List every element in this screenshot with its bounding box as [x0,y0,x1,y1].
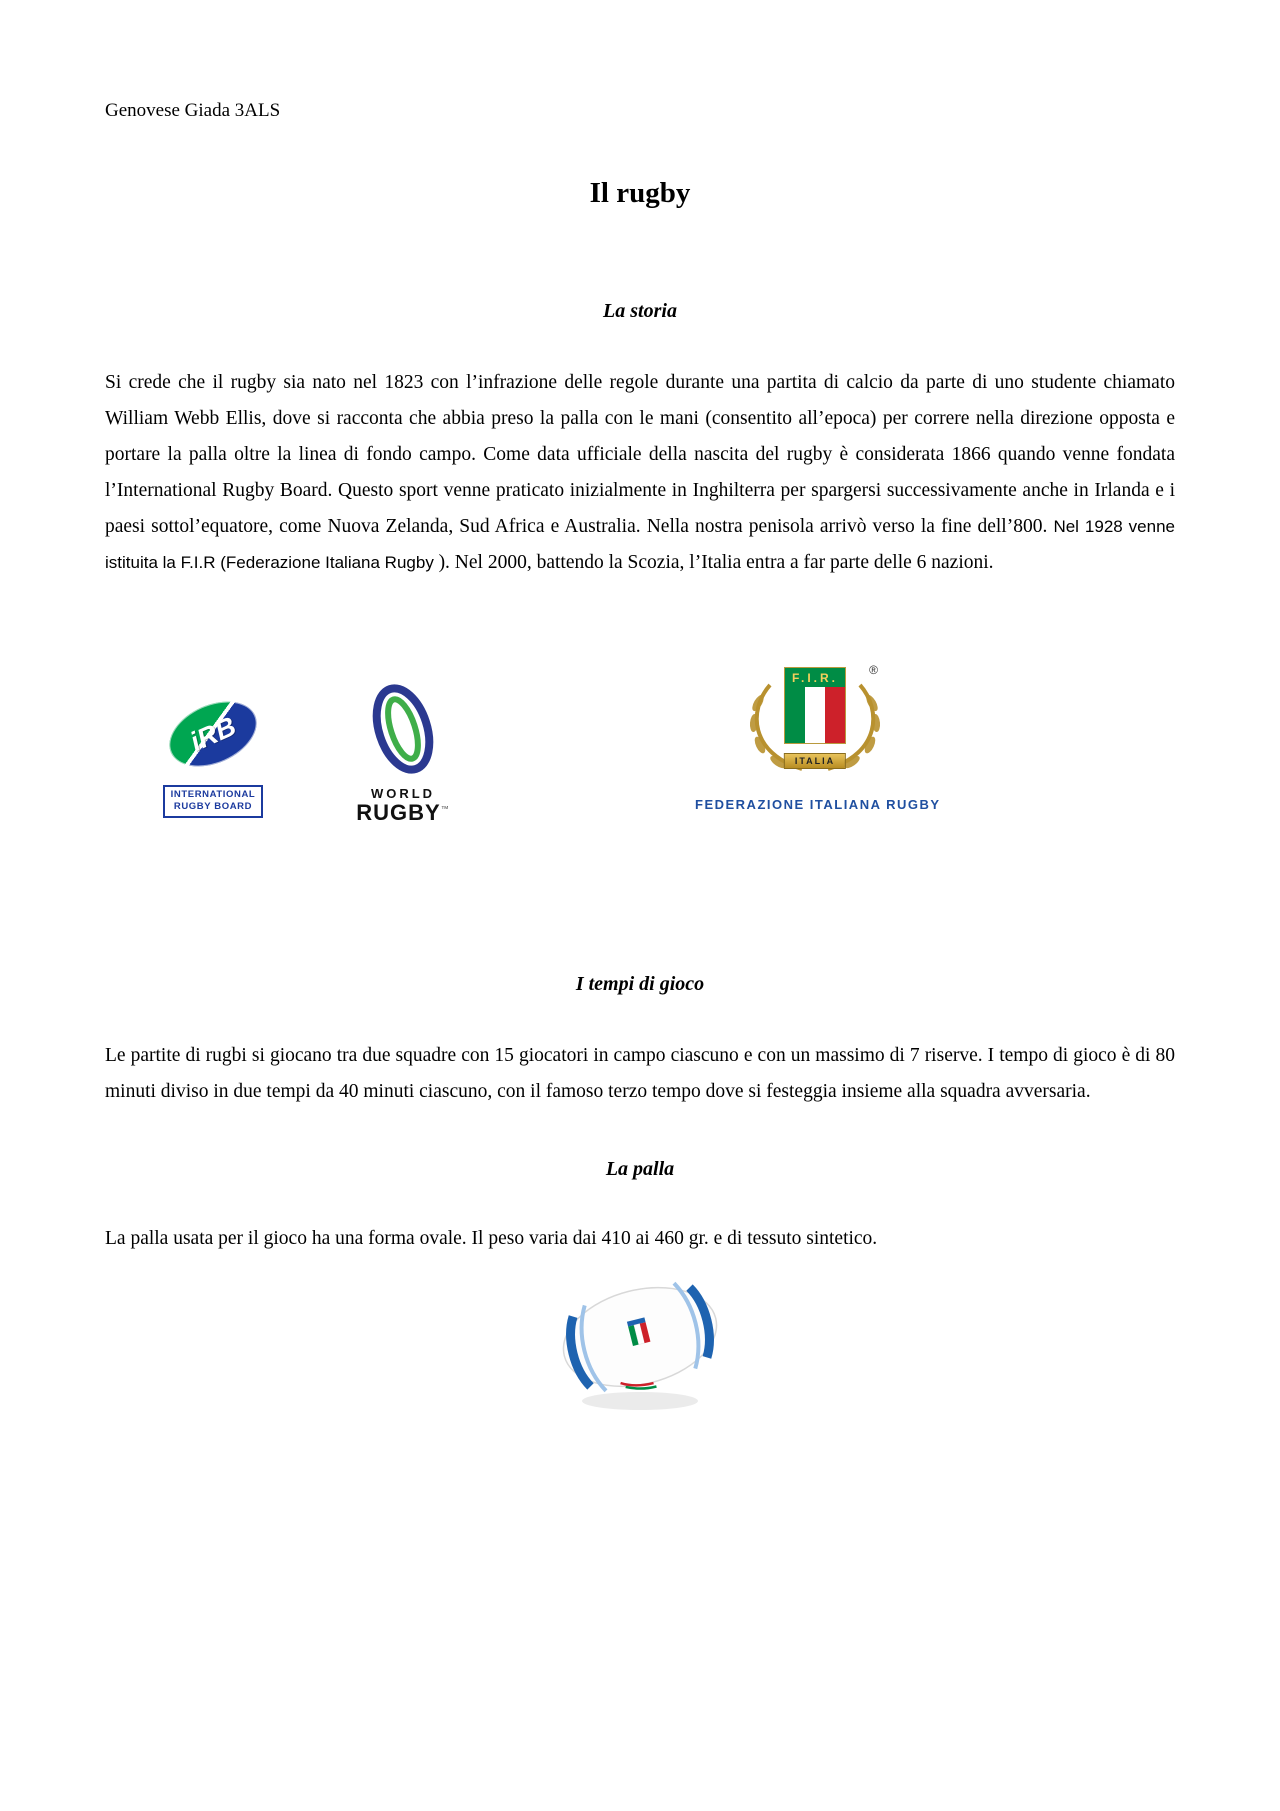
world-rugby-word2: RUGBY™ [356,800,450,825]
world-rugby-word1: WORLD [370,786,436,801]
fir-caption: FEDERAZIONE ITALIANA RUGBY [695,797,941,812]
fir-italia-banner: ITALIA [784,753,846,769]
irb-logo [153,691,273,818]
paragraph-storia [105,365,1175,581]
trademark-symbol: ™ [440,804,450,814]
fir-logo [695,663,941,812]
storia-text-serif-1: Si crede che il rugby sia nato nel 1823 con l’infrazione delle regole durante una partita di calcio da parte di uno studente chiamato William Webb Ellis, dove si racconta che abbia preso la palla con le mani (consentito all’epoca) per correre nella direzione opposta e portare la palla oltre la linea di fondo campo. Come data ufficiale della nascita del rugby è considerata 1866 quando venne fondata l’International Rugby Board. Questo sport venne praticato inizialmente in Inghilterra per spargersi successivamente anche in Irlanda e i paesi sottol’equatore, come Nuova Zelanda, Sud Africa e Australia. Nella nostra penisola arrivò verso la fine dell’800. [105,372,1175,537]
document-title: Il rugby [589,177,691,209]
registered-symbol: ® [869,663,878,677]
irb-ball-label: iRB [185,710,241,757]
fir-emblem [730,665,900,783]
section-heading-tempi: I tempi di gioco [575,973,705,995]
irb-board-line1: INTERNATIONAL [170,789,256,800]
author-line: Genovese Giada 3ALS [105,100,281,121]
logos-row [105,663,1175,873]
paragraph-tempi: Le partite di rugbi si giocano tra due squadre con 15 giocatori in campo ciascuno e con un massimo di 7 riserve. I tempo di gioco è di 80 minuti diviso in due tempi da 40 minuti ciascuno, con il famoso terzo tempo dove si festeggia insieme alla squadra avversaria. [105,1045,1175,1102]
rugby-ball-icon [550,1269,730,1419]
irb-board-line2: RUGBY BOARD [173,801,253,813]
fir-acronym: F.I.R. [785,668,845,687]
section-heading-storia: La storia [603,300,677,322]
storia-text-sans: Nel 1928 venne istituita la F.I.R (Federazione Italiana Rugby [105,517,1176,572]
fir-shield [784,667,846,744]
italian-flag-icon [785,687,845,743]
world-rugby-ball-icon [355,679,451,779]
section-heading-palla: La palla [605,1158,675,1180]
irb-ball-icon [153,691,273,777]
irb-board-caption [163,785,264,818]
rugby-ball-image [105,1269,1175,1424]
paragraph-palla: La palla usata per il gioco ha una forma ovale. Il peso varia dai 410 ai 460 gr. e di tessuto sintetico. [105,1228,878,1249]
world-rugby-logo [343,679,463,824]
storia-text-serif-2: ). Nel 2000, battendo la Scozia, l’Italia entra a far parte delle 6 nazioni. [438,552,994,573]
